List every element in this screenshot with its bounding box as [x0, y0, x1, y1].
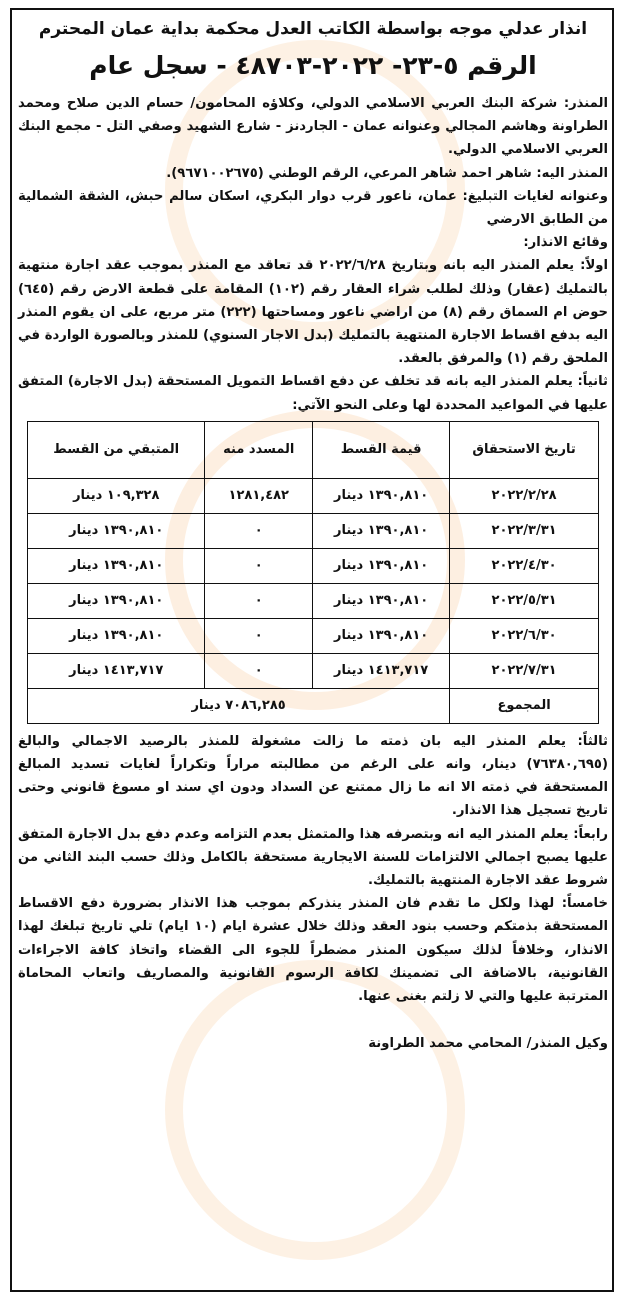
due-date-cell: ٢٠٢٢/٦/٣٠: [450, 618, 599, 653]
fact-fourth: رابعاً: يعلم المنذر اليه انه وبتصرفه هذا والمتمثل بعدم التزامه وعدم دفع بدل الاجارة المتفق عليها يصبح اجمالي الالتزامات للسنة الايجارية مستحقة بالكامل وذلك حسب البند الثاني من شروط عقد الاجارة المنتهية بالتمليك.: [18, 826, 608, 889]
notifier-paragraph: المنذر: شركة البنك العربي الاسلامي الدولي، وكلاؤه المحامون/ حسام الدين صلاح ومحمد الطراونة وهاشم المجالي وعنوانه عمان - الجاردنز - شارع الشهيد وصفي التل - مجمع البنك العربي الاسلامي الدولي.: [18, 96, 608, 158]
attorney-signature: وكيل المنذر/ المحامي محمد الطراونة: [368, 1036, 608, 1052]
installment-value-cell: ١٣٩٠,٨١٠ دينار: [313, 583, 450, 618]
column-header: تاريخ الاستحقاق: [450, 421, 599, 478]
column-header: قيمة القسط: [313, 421, 450, 478]
due-date-cell: ٢٠٢٢/٥/٣١: [450, 583, 599, 618]
table-total-row: [28, 688, 599, 723]
table-row: [28, 653, 599, 688]
notified-paragraph: المنذر اليه: شاهر احمد شاهر المرعي، الرقم الوطني (٩٦٧١٠٠٢٦٧٥).: [166, 165, 608, 181]
table-row: [28, 618, 599, 653]
table-row: [28, 513, 599, 548]
remaining-amount-cell: ١٤١٣,٧١٧ دينار: [28, 653, 205, 688]
table-row: [28, 583, 599, 618]
installment-value-cell: ١٣٩٠,٨١٠ دينار: [313, 548, 450, 583]
address-paragraph: وعنوانه لغايات التبليغ: عمان، ناعور قرب دوار البكري، اسكان سالم حبش، الشقة الشمالية من الطابق الارضي: [18, 188, 608, 228]
paid-amount-cell: ٠: [205, 513, 313, 548]
paid-amount-cell: ٠: [205, 583, 313, 618]
total-value-cell: ٧٠٨٦,٢٨٥ دينار: [28, 688, 450, 723]
paid-amount-cell: ١٢٨١,٤٨٢: [205, 478, 313, 513]
column-header: المسدد منه: [205, 421, 313, 478]
remaining-amount-cell: ١٣٩٠,٨١٠ دينار: [28, 513, 205, 548]
due-date-cell: ٢٠٢٢/٢/٢٨: [450, 478, 599, 513]
remaining-amount-cell: ١٠٩,٣٢٨ دينار: [28, 478, 205, 513]
paid-amount-cell: ٠: [205, 653, 313, 688]
fact-fifth: خامساً: لهذا ولكل ما تقدم فان المنذر ينذركم بموجب هذا الانذار بضرورة دفع الاقساط المستحقة بذمتكم وحسب بنود العقد وذلك خلال عشرة ايام (١٠ ايام) تلي تاريخ تبلغك لهذا الانذار، وخلافاً لذلك سيكون المنذر مضطراً للجوء الى القضاء واتخاذ كافة الاجراءات القانونية، بالاضافة الى تضمينك لكافة الرسوم القانونية والمصاريف واتعاب المحاماة المترتبة عليها والتي لا زلتم بغنى عنها.: [18, 896, 608, 1005]
remaining-amount-cell: ١٣٩٠,٨١٠ دينار: [28, 548, 205, 583]
paid-amount-cell: ٠: [205, 618, 313, 653]
fact-first: اولاً: يعلم المنذر اليه بانه وبتاريخ ٢٠٢٢/٦/٢٨ قد تعاقد مع المنذر بموجب عقد اجارة منتهية بالتمليك (عقار) وذلك لطلب شراء العقار رقم (١٠٢) المقامة على قطعة الارض رقم (٦٤٥) حوض ام السماق رقم (٨) من اراضي ناعور ومساحتها (٢٢٢) متر مربع، على ان يقوم المنذر اليه بدفع اقساط الاجارة المنتهية بالتمليك (بدل الاجار السنوي) للمنذر وبالصورة الواردة في الملحق رقم (١) والمرفق بالعقد.: [18, 258, 608, 367]
installment-value-cell: ١٣٩٠,٨١٠ دينار: [313, 618, 450, 653]
installments-table: [27, 421, 599, 724]
notice-content: [18, 14, 608, 1055]
facts-heading: وقائع الانذار:: [523, 235, 608, 251]
table-header-row: [28, 421, 599, 478]
installment-value-cell: ١٤١٣,٧١٧ دينار: [313, 653, 450, 688]
installment-value-cell: ١٣٩٠,٨١٠ دينار: [313, 478, 450, 513]
due-date-cell: ٢٠٢٢/٤/٣٠: [450, 548, 599, 583]
total-label-cell: المجموع: [450, 688, 599, 723]
fact-second: ثانياً: يعلم المنذر اليه بانه قد تخلف عن دفع اقساط التمويل المستحقة (بدل الاجارة) المتفق عليها في المواعيد المحددة لها وعلى النحو الآتي:: [18, 374, 608, 413]
column-header: المتبقي من القسط: [28, 421, 205, 478]
record-number: الرقم ٥-٢٣- ٢٠٢٢-٤٨٧٠٣ - سجل عام: [89, 51, 537, 80]
remaining-amount-cell: ١٣٩٠,٨١٠ دينار: [28, 583, 205, 618]
table-row: [28, 478, 599, 513]
due-date-cell: ٢٠٢٢/٧/٣١: [450, 653, 599, 688]
table-row: [28, 548, 599, 583]
installment-value-cell: ١٣٩٠,٨١٠ دينار: [313, 513, 450, 548]
fact-third: ثالثاً: يعلم المنذر اليه بان ذمته ما زالت مشغولة للمنذر بالرصيد الاجمالي والبالغ (٧٦٣٨٠,٦٩٥) دينار، وانه على الرغم من مطالبته مراراً وتكراراً لغايات تسديد المبالغ المستحقة في ذمته الا انه ما زال ممتنع عن السداد ودون اي سند او مسوغ قانوني وحتى تاريخ تسجيل هذا الانذار.: [18, 733, 608, 819]
paid-amount-cell: ٠: [205, 548, 313, 583]
remaining-amount-cell: ١٣٩٠,٨١٠ دينار: [28, 618, 205, 653]
due-date-cell: ٢٠٢٢/٣/٣١: [450, 513, 599, 548]
notice-title: انذار عدلي موجه بواسطة الكاتب العدل محكمة بداية عمان المحترم: [38, 19, 588, 39]
